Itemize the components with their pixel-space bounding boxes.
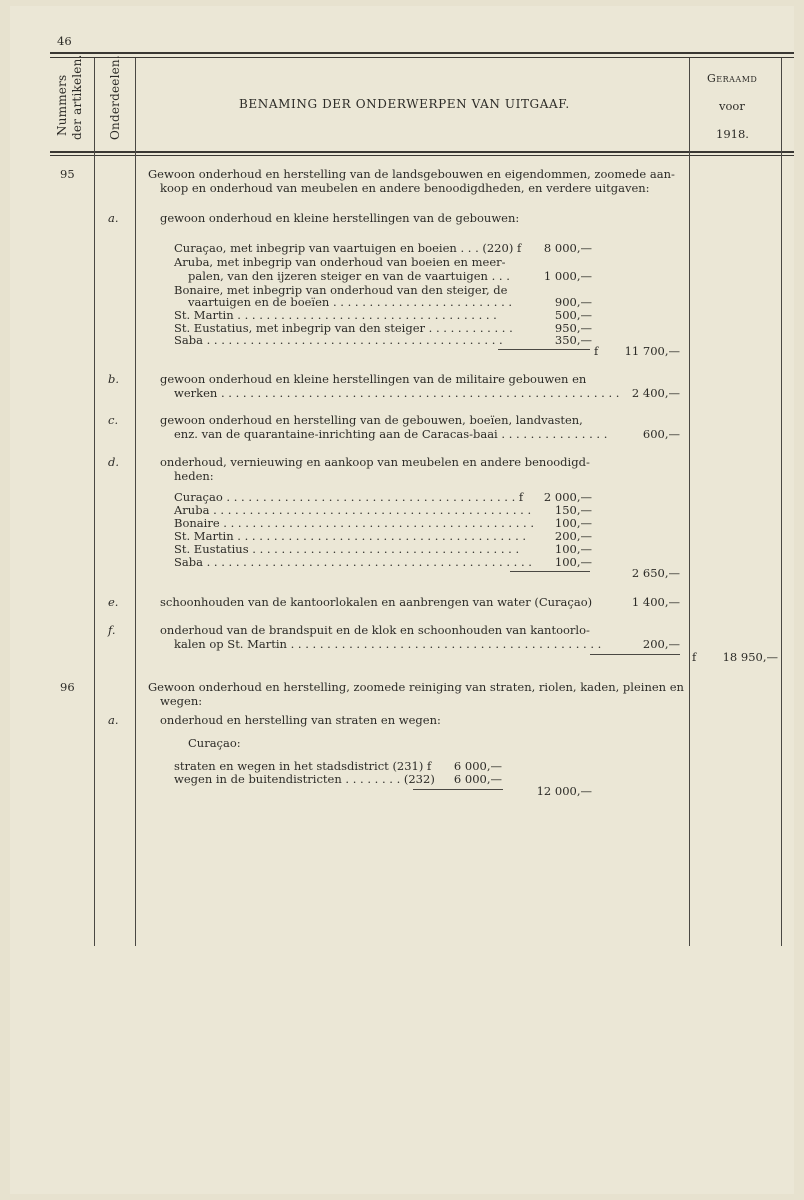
art95-a-line-2: palen, van den ijzeren steiger en van de vaartuigen . . . (188, 269, 510, 283)
art95-a-line-3: Bonaire, met inbegrip van onderhoud van den steiger, de (174, 283, 508, 297)
art95-e-line1: schoonhouden van de kantoorlokalen en aanbrengen van water (Curaçao) (160, 595, 593, 609)
art95-c-line2: enz. van de quarantaine-inrichting aan de Caracas-baai . . . . . . . . . . . . . . . (174, 427, 608, 441)
column-divider-2 (135, 58, 136, 946)
column-divider-3 (689, 58, 690, 946)
header-rule-thin (50, 155, 794, 156)
art95-d-line-4: St. Eustatius . . . . . . . . . . . . . . . . . . . . . . . . . . . . . . . . . . . . . (174, 542, 520, 556)
art95-f-letter: f. (108, 623, 116, 637)
art96-a-text: onderhoud en herstelling van straten en wegen: (160, 713, 441, 727)
art95-a-total: 11 700,— (624, 344, 680, 358)
header-col4-line1: Geraamd (707, 72, 758, 85)
art96-a-sum-rule (413, 789, 503, 790)
art95-e-amount: 1 400,— (631, 595, 680, 609)
header-col4-line3: 1918. (716, 127, 749, 141)
art95-e-letter: e. (108, 595, 119, 609)
art95-a-line-1: Aruba, met inbegrip van onderhoud van boeien en meer- (174, 255, 506, 269)
art95-d-amount-1: 150,— (554, 503, 592, 517)
art95-f-amount: 200,— (642, 637, 680, 651)
art95-a-sum-rule (498, 349, 590, 350)
art95-c-letter: c. (108, 413, 119, 427)
art95-d-amount-4: 100,— (554, 542, 592, 556)
art95-a-line-4: vaartuigen en de boeïen . . . . . . . . . . . . . . . . . . . . . . . . . (188, 295, 513, 309)
header-title: BENAMING DER ONDERWERPEN VAN UITGAAF. (239, 97, 570, 111)
art95-a-line-0: Curaçao, met inbegrip van vaartuigen en boeien . . . (220) f (174, 241, 522, 255)
art95-a-amount-2: 1 000,— (543, 269, 592, 283)
art95-c-amount: 600,— (642, 427, 680, 441)
art95-d-amount-0: 2 000,— (543, 490, 592, 504)
art95-f-line1: onderhoud van de brandspuit en de klok en schoonhouden van kantoorlo- (160, 623, 590, 637)
art96-a-amount-1: 6 000,— (453, 772, 502, 786)
art95-grand-sum-rule (590, 654, 680, 655)
art95-d-line-2: Bonaire . . . . . . . . . . . . . . . . . . . . . . . . . . . . . . . . . . . . . . . . . . . (174, 516, 534, 530)
art95-a-amount-7: 350,— (554, 333, 592, 347)
top-rule-thin (50, 57, 794, 58)
art96-title-line1: Gewoon onderhoud en herstelling, zoomede reiniging van straten, riolen, kaden, pleinen en (148, 680, 684, 694)
art95-a-line-6: St. Eustatius, met inbegrip van den steiger . . . . . . . . . . . . (174, 321, 513, 335)
header-col4-line2: voor (719, 99, 745, 113)
art95-a-amount-6: 950,— (554, 321, 592, 335)
art95-grand-total: 18 950,— (722, 650, 778, 664)
art95-a-text: gewoon onderhoud en kleine herstellingen van de gebouwen: (160, 211, 520, 225)
art95-title-line1: Gewoon onderhoud en herstelling van de landsgebouwen en eigendommen, zoomede aan- (148, 167, 675, 181)
art95-grand-prefix: f (692, 650, 697, 664)
art95-a-total-prefix: f (594, 344, 599, 358)
art95-a-amount-5: 500,— (554, 308, 592, 322)
art95-d-total: 2 650,— (631, 566, 680, 580)
art96-a-line-1: wegen in de buitendistricten . . . . . . . . (232) (174, 772, 435, 786)
art95-title-line2: koop en onderhoud van meubelen en andere benoodigdheden, en verdere uitgaven: (160, 181, 650, 195)
art96-title-line2: wegen: (160, 694, 203, 708)
header-rule (50, 151, 794, 153)
art96-a-letter: a. (108, 713, 119, 727)
art95-b-line1: gewoon onderhoud en kleine herstellingen van de militaire gebouwen en (160, 372, 587, 386)
art95-d-line1: onderhoud, vernieuwing en aankoop van meubelen en andere benoodigd- (160, 455, 590, 469)
art95-a-line-5: St. Martin . . . . . . . . . . . . . . . . . . . . . . . . . . . . . . . . . . . . (174, 308, 497, 322)
article-number-95: 95 (60, 167, 75, 181)
art96-a-line-0: straten en wegen in het stadsdistrict (231) f (174, 759, 432, 773)
art95-d-line-1: Aruba . . . . . . . . . . . . . . . . . . . . . . . . . . . . . . . . . . . . . . . . . . . . (174, 503, 532, 517)
art95-d-amount-2: 100,— (554, 516, 592, 530)
header-col1-line1: Nummers (55, 74, 69, 136)
column-divider-1 (94, 58, 95, 946)
art95-d-line-3: St. Martin . . . . . . . . . . . . . . . . . . . . . . . . . . . . . . . . . . . . . . . . (174, 529, 527, 543)
header-col1-line2: der artikelen. (70, 54, 84, 140)
header-col2: Onderdeelen. (108, 55, 122, 140)
art95-d-line2: heden: (174, 469, 214, 483)
art95-d-line-0: Curaçao . . . . . . . . . . . . . . . . . . . . . . . . . . . . . . . . . . . . . . . . f (174, 490, 524, 504)
art95-d-letter: d. (108, 455, 120, 469)
art96-a-sub: Curaçao: (188, 736, 241, 750)
ledger-page (10, 6, 794, 1194)
art95-d-amount-5: 100,— (554, 555, 592, 569)
article-number-96: 96 (60, 680, 75, 694)
art95-d-sum-rule (510, 571, 590, 572)
art95-a-line-7: Saba . . . . . . . . . . . . . . . . . . . . . . . . . . . . . . . . . . . . . . . . . (174, 333, 503, 347)
art95-d-amount-3: 200,— (554, 529, 592, 543)
art95-f-line2: kalen op St. Martin . . . . . . . . . . . . . . . . . . . . . . . . . . . . . . . . . . . . . . . . . . . (174, 637, 602, 651)
art95-a-amount-4: 900,— (554, 295, 592, 309)
art95-a-letter: a. (108, 211, 119, 225)
art95-c-line1: gewoon onderhoud en herstelling van de gebouwen, boeïen, landvasten, (160, 413, 583, 427)
art95-b-letter: b. (108, 372, 120, 386)
art95-d-line-5: Saba . . . . . . . . . . . . . . . . . . . . . . . . . . . . . . . . . . . . . . . . . . . . . (174, 555, 532, 569)
art95-b-line2: werken . . . . . . . . . . . . . . . . . . . . . . . . . . . . . . . . . . . . . . . . . . . . . . . . . . . . . . . (174, 386, 620, 400)
top-rule (50, 52, 794, 54)
art95-a-amount-0: 8 000,— (543, 241, 592, 255)
page-number: 46 (57, 34, 72, 48)
art96-a-amount-0: 6 000,— (453, 759, 502, 773)
art95-b-amount: 2 400,— (631, 386, 680, 400)
art96-a-total: 12 000,— (536, 784, 592, 798)
column-divider-4 (781, 58, 782, 946)
